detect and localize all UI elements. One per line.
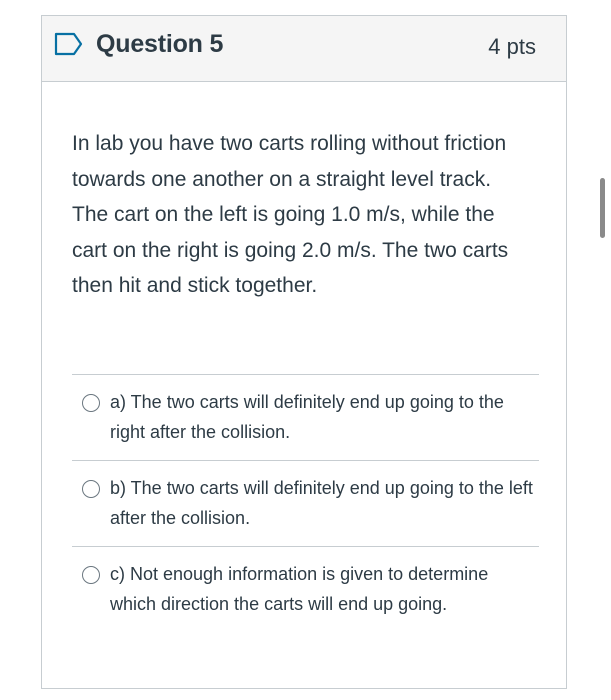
answer-label-c: c) Not enough information is given to determine which direction the carts will end up going. bbox=[110, 564, 489, 614]
answer-option-b[interactable] bbox=[72, 460, 539, 546]
answer-option-c[interactable] bbox=[72, 546, 539, 666]
scrollbar-thumb[interactable] bbox=[600, 178, 605, 238]
answer-label-b: b) The two carts will definitely end up going to the left after the collision. bbox=[110, 478, 533, 528]
question-points: 4 pts bbox=[488, 34, 536, 59]
question-card bbox=[41, 15, 567, 689]
radio-button-a[interactable] bbox=[82, 394, 100, 412]
question-text: In lab you have two carts rolling without friction towards one another on a straight level track. The cart on the left is going 1.0 m/s, while the cart on the right is going 2.0 m/s. The two carts then hit and stick together. bbox=[72, 132, 509, 297]
answer-list bbox=[72, 374, 539, 666]
question-title: Question 5 bbox=[96, 30, 224, 58]
answer-label-a: a) The two carts will definitely end up going to the right after the collision. bbox=[110, 392, 504, 442]
question-header bbox=[42, 16, 566, 82]
answer-option-a[interactable] bbox=[72, 374, 539, 460]
flag-outline-icon[interactable] bbox=[54, 32, 84, 56]
radio-button-c[interactable] bbox=[82, 566, 100, 584]
radio-button-b[interactable] bbox=[82, 480, 100, 498]
